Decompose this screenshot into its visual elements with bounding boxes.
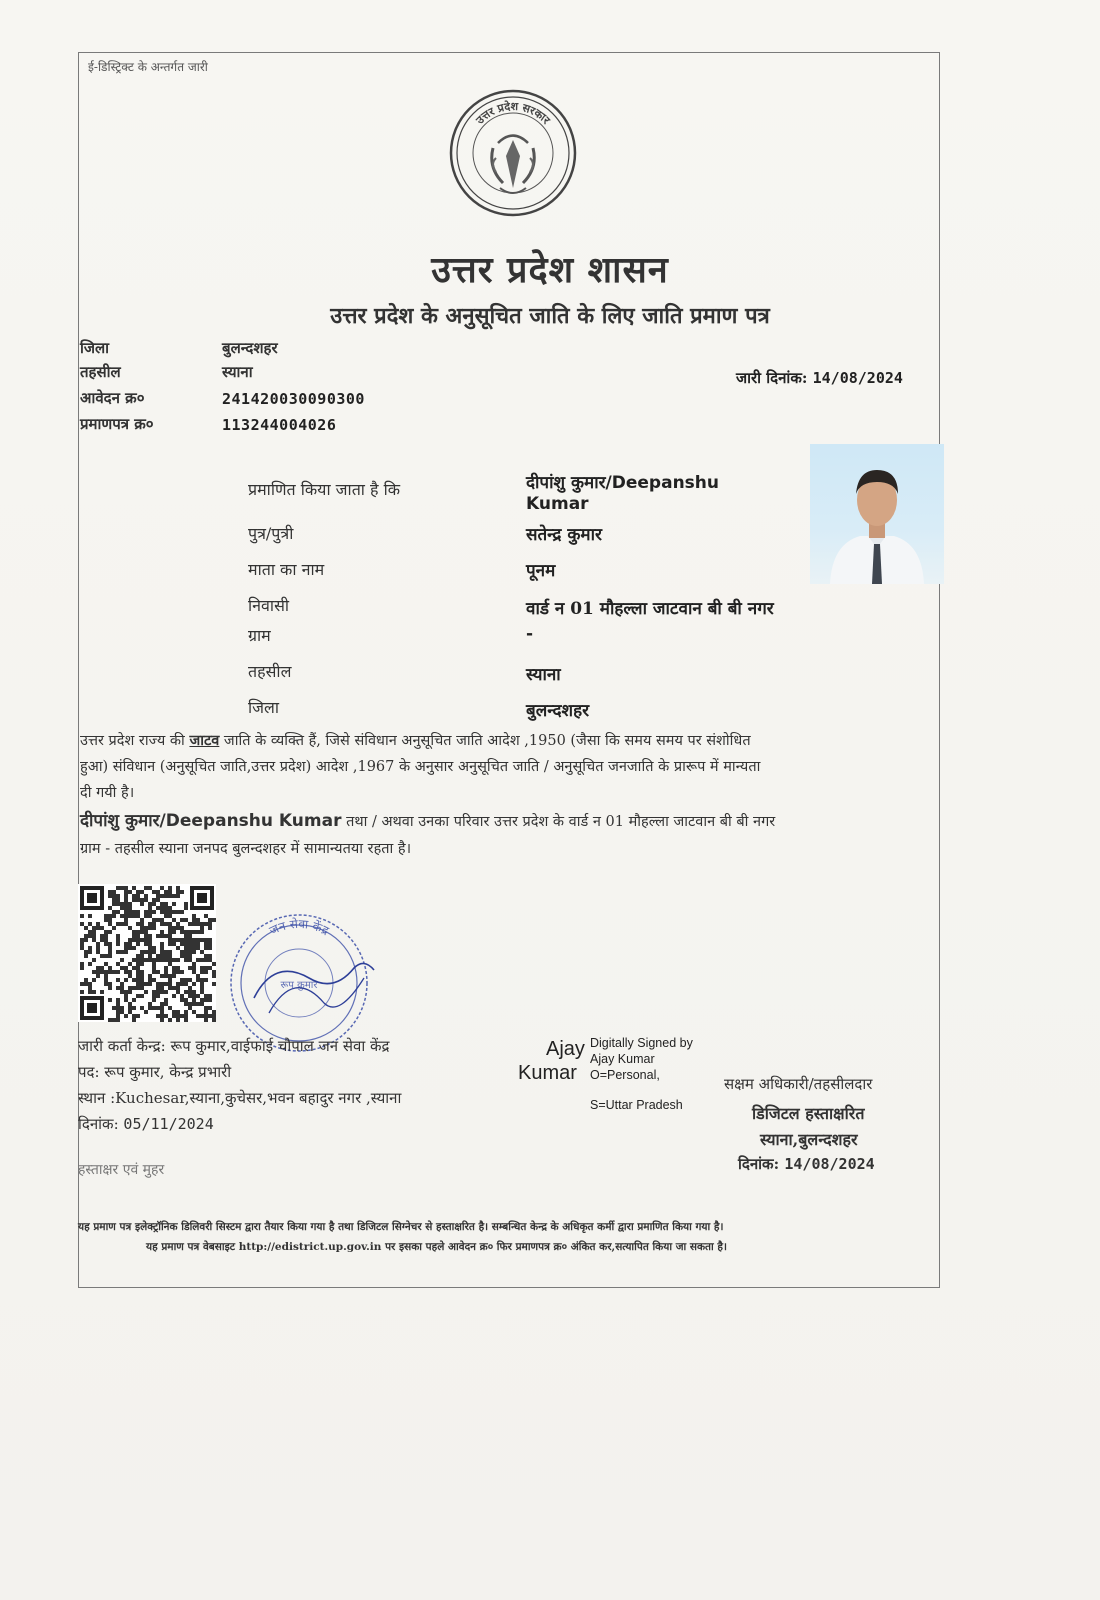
footer-note-line2: यह प्रमाण पत्र वेबसाइट http://edistrict.up.gov.in पर इसका पहले आवेदन क्र० फिर प्रमाणपत्र क्र० अंकित कर,सत्यापित किया जा सकता है। bbox=[146, 1241, 727, 1253]
sign-seal-label: हस्ताक्षर एवं मुहर bbox=[78, 1162, 165, 1178]
issue-date bbox=[736, 368, 903, 388]
authority-place: स्याना,बुलन्दशहर bbox=[760, 1130, 858, 1149]
issuer-post: पद: रूप कुमार, केन्द्र प्रभारी bbox=[78, 1063, 232, 1081]
svg-text:जन सेवा केंद्र: जन सेवा केंद्र bbox=[267, 916, 332, 938]
field-label-district: जिला bbox=[248, 698, 280, 717]
digital-sign-line3: O=Personal, bbox=[590, 1068, 660, 1082]
footer-note-line1: यह प्रमाण पत्र इलेक्ट्रॉनिक डिलिवरी सिस्टम द्वारा तैयार किया गया है तथा डिजिटल सिग्नेचर से हस्ताक्षरित है। सम्बन्धित केन्द्र के अधिकृत कर्मी द्वारा प्रमाणित किया गया है। bbox=[78, 1221, 724, 1233]
field-value-mother: पूनम bbox=[526, 561, 556, 581]
svg-text:रूप कुमार: रूप कुमार bbox=[280, 980, 318, 991]
meta-value-application-no: 241420030090300 bbox=[222, 390, 365, 408]
meta-label-application-no: आवेदन क्र० bbox=[80, 389, 145, 407]
digital-sign-line4: S=Uttar Pradesh bbox=[590, 1098, 683, 1112]
field-label-resident: निवासी bbox=[248, 596, 290, 615]
digital-sign-line1: Digitally Signed by bbox=[590, 1036, 693, 1050]
caste-paragraph-line2: हुआ) संविधान (अनुसूचित जाति,उत्तर प्रदेश) आदेश ,1967 के अनुसार अनुसूचित जाति / अनुसूचित जनजाति के प्रारूप में मान्यता bbox=[80, 759, 761, 775]
issuer-place: स्थान :Kuchesar,स्याना,कुचेसर,भवन बहादुर नगर ,स्याना bbox=[78, 1089, 402, 1107]
digital-sign-line2: Ajay Kumar bbox=[590, 1052, 655, 1066]
meta-label-tehsil: तहसील bbox=[80, 363, 121, 381]
digital-sign-name1: Ajay bbox=[546, 1038, 585, 1060]
field-label-tehsil: तहसील bbox=[248, 662, 292, 681]
field-value-name: दीपांशु कुमार/Deepanshu bbox=[526, 473, 719, 493]
caste-paragraph-line3: दी गयी है। bbox=[80, 785, 135, 801]
meta-label-district: जिला bbox=[80, 339, 110, 357]
page-subtitle: उत्तर प्रदेश के अनुसूचित जाति के लिए जाति प्रमाण पत्र bbox=[330, 303, 770, 329]
residence-paragraph-line1: दीपांशु कुमार/Deepanshu Kumar तथा / अथवा उनका परिवार उत्तर प्रदेश के वार्ड न 01 मौहल्ला जाटवान बी बी नगर bbox=[80, 811, 776, 831]
issuer-center: जारी कर्ता केन्द्र: रूप कुमार,वाईफाई चौपाल जन सेवा केंद्र bbox=[78, 1037, 390, 1055]
field-value-village: - bbox=[526, 624, 534, 644]
field-label-certified: प्रमाणित किया जाता है कि bbox=[248, 480, 401, 499]
meta-label-certificate-no: प्रमाणपत्र क्र० bbox=[80, 415, 154, 433]
authority-title: सक्षम अधिकारी/तहसीलदार bbox=[724, 1075, 873, 1093]
field-label-mother: माता का नाम bbox=[248, 560, 325, 579]
header-note: ई-डिस्ट्रिक्ट के अन्तर्गत जारी bbox=[88, 60, 208, 74]
field-value-parent: सतेन्द्र कुमार bbox=[526, 525, 602, 545]
field-label-village: ग्राम bbox=[248, 626, 271, 645]
digital-sign-name2: Kumar bbox=[518, 1062, 577, 1084]
field-value-name-line2: Kumar bbox=[526, 494, 589, 514]
residence-paragraph-line2: ग्राम - तहसील स्याना जनपद बुलन्दशहर में सामान्यतया रहता है। bbox=[80, 841, 412, 857]
field-value-district: बुलन्दशहर bbox=[526, 701, 590, 721]
issue-date-label: जारी दिनांक: bbox=[736, 369, 808, 387]
field-value-tehsil: स्याना bbox=[526, 665, 561, 685]
meta-value-certificate-no: 113244004026 bbox=[222, 416, 337, 434]
field-value-resident: वार्ड न 01 मौहल्ला जाटवान बी बी नगर bbox=[526, 599, 774, 619]
caste-paragraph-line1: उत्तर प्रदेश राज्य की जाटव जाति के व्यक्ति हैं, जिसे संविधान अनुसूचित जाति आदेश ,1950 (जैसा कि समय समय पर संशोधित bbox=[80, 732, 751, 749]
meta-value-district: बुलन्दशहर bbox=[222, 339, 278, 357]
page-title: उत्तर प्रदेश शासन bbox=[431, 249, 669, 291]
up-govt-emblem bbox=[448, 88, 578, 218]
applicant-photo bbox=[810, 444, 944, 584]
applicant-name: दीपांशु कुमार/Deepanshu Kumar bbox=[80, 811, 342, 831]
field-label-parent: पुत्र/पुत्री bbox=[248, 524, 294, 543]
authority-digital-signed: डिजिटल हस्ताक्षरित bbox=[752, 1104, 865, 1123]
verification-qr-code bbox=[78, 884, 216, 1022]
svg-text:उत्तर प्रदेश सरकार: उत्तर प्रदेश सरकार bbox=[473, 99, 553, 127]
issuer-date: दिनांक: 05/11/2024 bbox=[78, 1115, 214, 1133]
authority-date: दिनांक: 14/08/2024 bbox=[738, 1155, 875, 1173]
caste-name: जाटव bbox=[189, 732, 220, 749]
issue-date-value: 14/08/2024 bbox=[812, 369, 903, 387]
meta-value-tehsil: स्याना bbox=[222, 363, 253, 381]
